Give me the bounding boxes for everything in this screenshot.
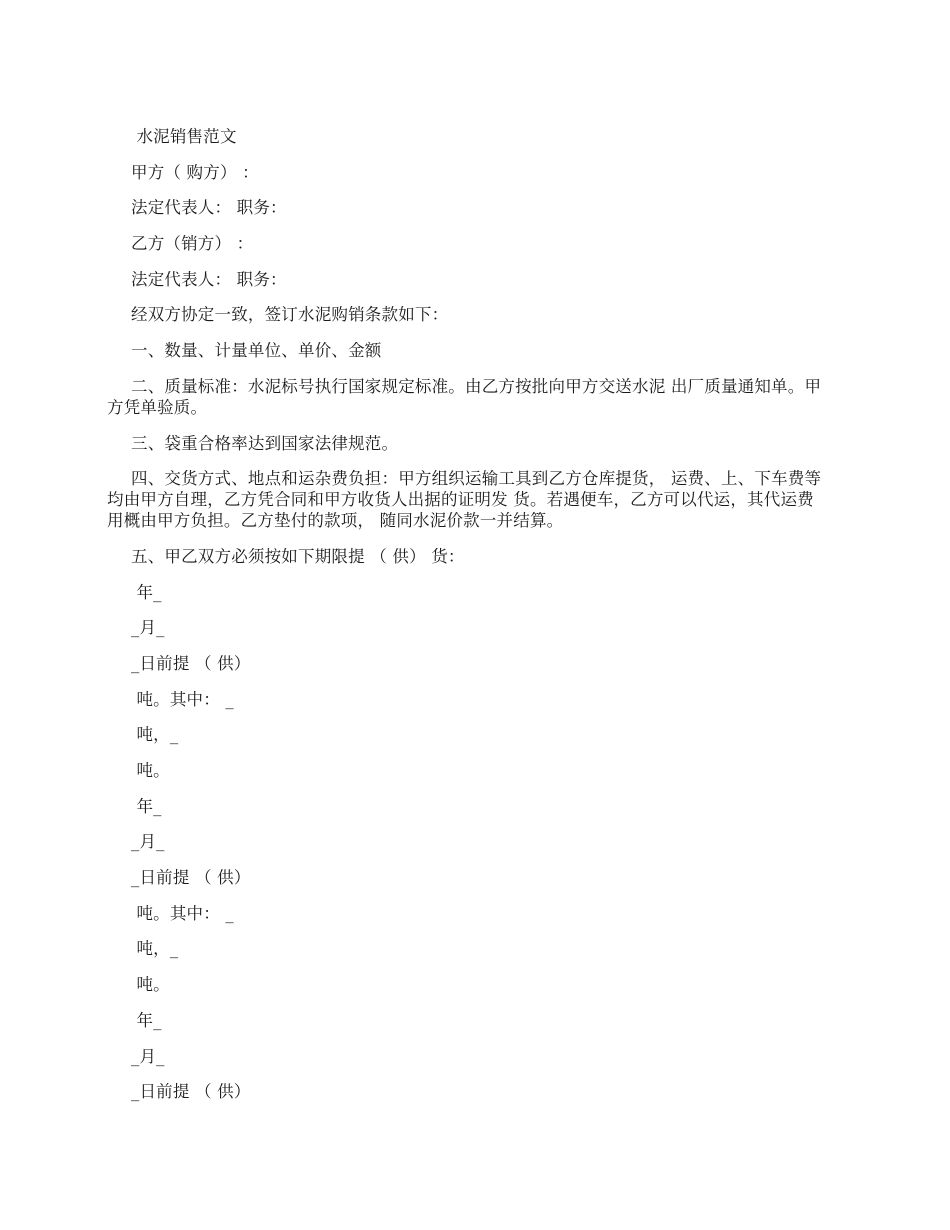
schedule-month-line: _月_ (131, 618, 165, 638)
clause-1: 一、数量、计量单位、单价、金额 (131, 341, 382, 361)
schedule-tons-line: 吨，_ (131, 939, 179, 959)
clause-5: 五、甲乙双方必须按如下期限提 （ 供） 货： (131, 546, 465, 566)
party-b-representative-line: 法定代表人： 职务： (131, 269, 287, 289)
document-body (107, 126, 827, 1117)
schedule-tons-line: 吨。其中： _ (131, 903, 234, 923)
document-title: 水泥销售范文 (131, 127, 237, 146)
schedule-tons-line: 吨。其中： _ (131, 689, 234, 709)
clause-3: 三、袋重合格率达到国家法律规范。 (131, 433, 399, 453)
schedule-year-line: 年_ (131, 582, 162, 602)
schedule-month-line: _月_ (131, 832, 165, 852)
party-a-representative-line: 法定代表人： 职务： (131, 198, 287, 218)
schedule-day-line: _日前提 （ 供） (131, 868, 251, 888)
schedule-year-line: 年_ (131, 796, 162, 816)
schedule-day-line: _日前提 （ 供） (131, 1082, 251, 1102)
party-a-line: 甲方（ 购方） ： (131, 162, 259, 182)
schedule-year-line: 年_ (131, 1010, 162, 1030)
schedule-month-line: _月_ (131, 1046, 165, 1066)
clause-4: 四、交货方式、地点和运杂费负担：甲方组织运输工具到乙方仓库提货， 运费、上、下车费等均由甲方自理，乙方凭合同和甲方收货人出据的证明发 货。若遇便车，乙方可以代运，其代运费用概由甲方负担。乙方垫付的款项， 随同水泥价款一并结算。 (107, 469, 822, 531)
schedule-day-line: _日前提 （ 供） (131, 653, 251, 673)
party-b-line: 乙方（销方） ： (131, 234, 254, 254)
preamble-paragraph: 经双方协定一致，签订水泥购销条款如下： (131, 305, 449, 325)
schedule-tons-line: 吨。 (131, 761, 170, 780)
clause-2: 二、质量标准：水泥标号执行国家规定标准。由乙方按批向甲方交送水泥 出厂质量通知单。甲方凭单验质。 (107, 376, 822, 417)
schedule-tons-line: 吨，_ (131, 725, 179, 745)
schedule-tons-line: 吨。 (131, 975, 170, 995)
